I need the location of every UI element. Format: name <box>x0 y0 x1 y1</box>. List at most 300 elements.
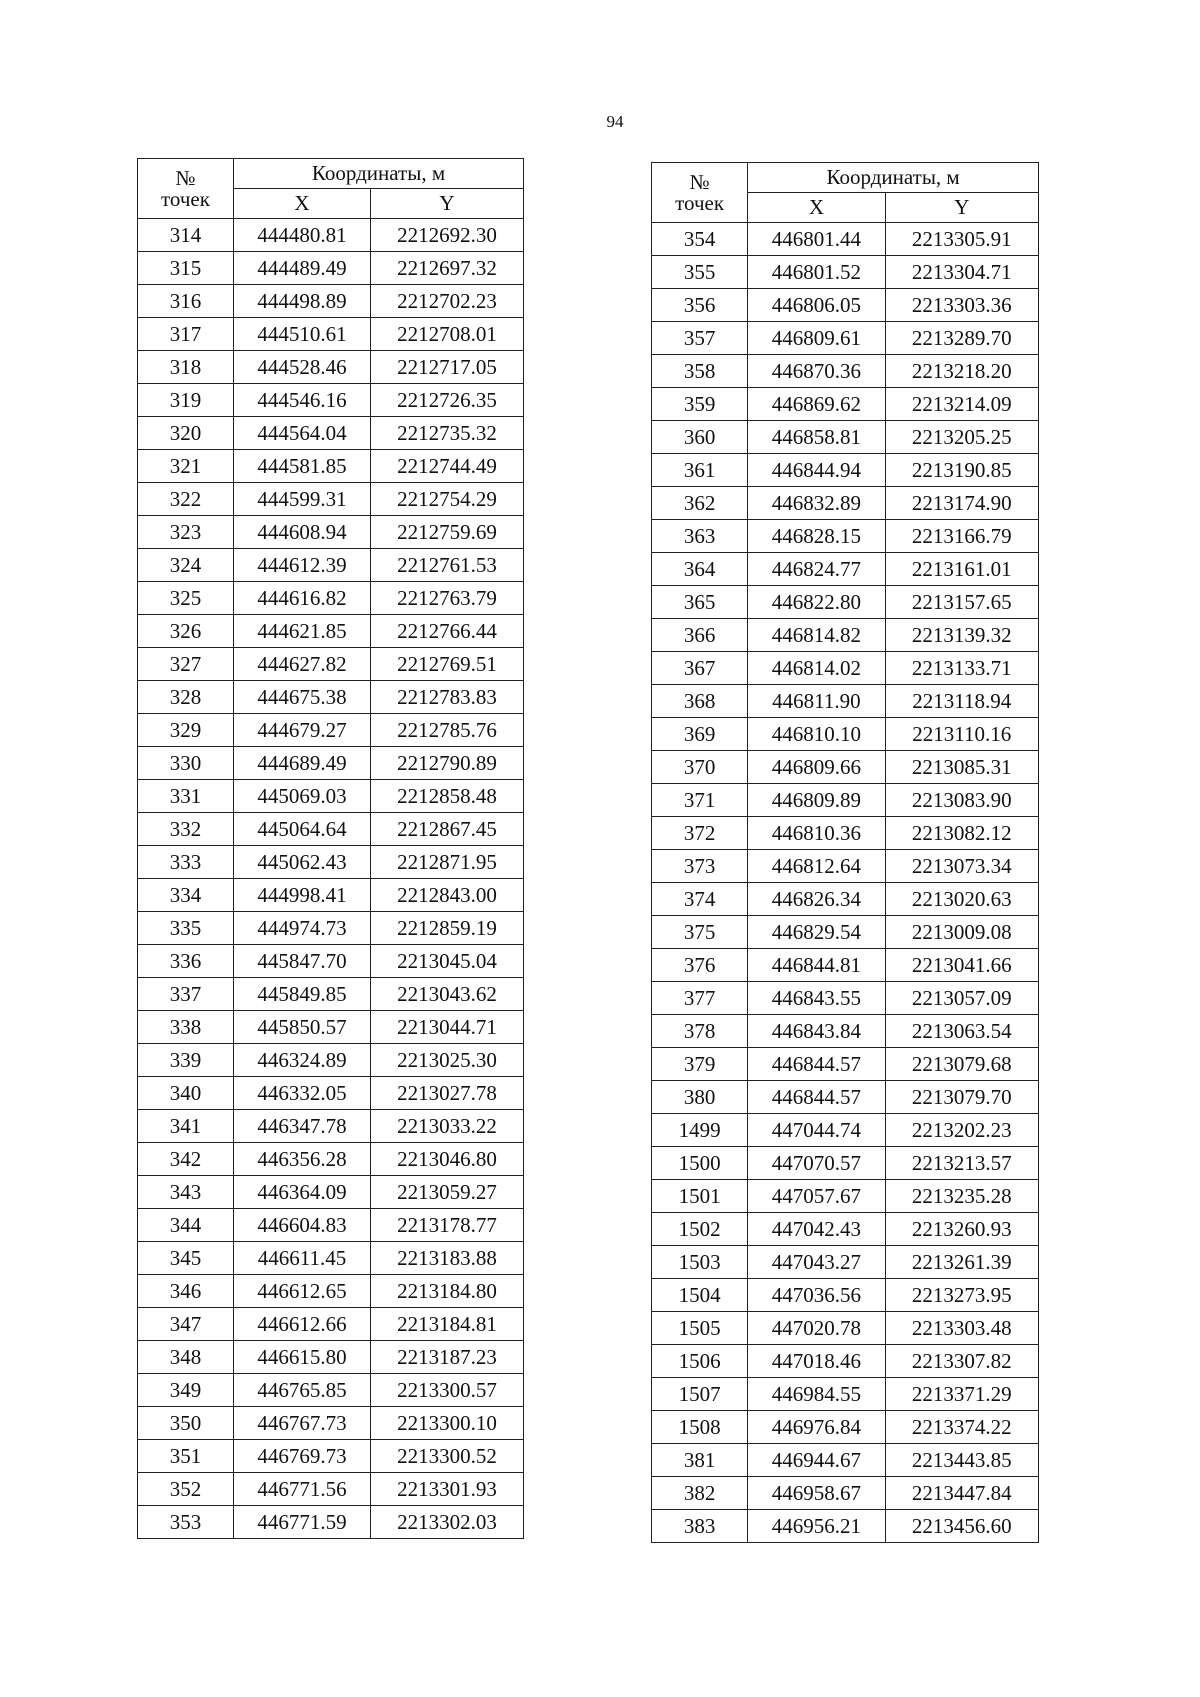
point-number-cell: 373 <box>652 850 748 883</box>
x-coordinate-cell: 446615.80 <box>234 1341 371 1374</box>
point-number-cell: 349 <box>138 1374 234 1407</box>
x-coordinate-cell: 446832.89 <box>748 487 885 520</box>
y-coordinate-cell: 2212717.05 <box>371 351 524 384</box>
point-number-cell: 363 <box>652 520 748 553</box>
table-row <box>652 289 1039 322</box>
y-coordinate-cell: 2213301.93 <box>371 1473 524 1506</box>
x-coordinate-cell: 446976.84 <box>748 1411 885 1444</box>
x-coordinate-cell: 447020.78 <box>748 1312 885 1345</box>
table-row <box>652 256 1039 289</box>
table-row <box>652 1048 1039 1081</box>
y-coordinate-cell: 2213059.27 <box>371 1176 524 1209</box>
table-row <box>138 483 524 516</box>
point-number-cell: 336 <box>138 945 234 978</box>
y-coordinate-cell: 2213456.60 <box>885 1510 1038 1543</box>
table-row <box>652 1378 1039 1411</box>
x-coordinate-cell: 445847.70 <box>234 945 371 978</box>
points-label: точек <box>161 186 210 211</box>
y-coordinate-cell: 2213183.88 <box>371 1242 524 1275</box>
table-row <box>652 949 1039 982</box>
point-number-cell: 378 <box>652 1015 748 1048</box>
y-coordinate-cell: 2212759.69 <box>371 516 524 549</box>
y-coordinate-cell: 2213303.36 <box>885 289 1038 322</box>
table-row <box>138 1143 524 1176</box>
y-coordinate-cell: 2213025.30 <box>371 1044 524 1077</box>
x-coordinate-cell: 446356.28 <box>234 1143 371 1176</box>
y-coordinate-cell: 2213184.80 <box>371 1275 524 1308</box>
coordinates-table-left <box>137 158 524 1539</box>
y-coordinate-cell: 2213044.71 <box>371 1011 524 1044</box>
table-row <box>138 1341 524 1374</box>
table-row <box>138 1473 524 1506</box>
y-coordinate-cell: 2213079.70 <box>885 1081 1038 1114</box>
y-coordinate-cell: 2213214.09 <box>885 388 1038 421</box>
point-number-cell: 1504 <box>652 1279 748 1312</box>
point-number-cell: 352 <box>138 1473 234 1506</box>
point-number-cell: 340 <box>138 1077 234 1110</box>
point-number-cell: 358 <box>652 355 748 388</box>
x-coordinate-cell: 444689.49 <box>234 747 371 780</box>
y-coordinate-cell: 2213085.31 <box>885 751 1038 784</box>
x-coordinate-cell: 446767.73 <box>234 1407 371 1440</box>
point-number-cell: 364 <box>652 553 748 586</box>
table-row <box>138 1275 524 1308</box>
x-coordinate-cell: 446814.82 <box>748 619 885 652</box>
y-coordinate-cell: 2212754.29 <box>371 483 524 516</box>
table-row <box>138 912 524 945</box>
point-number-cell: 325 <box>138 582 234 615</box>
point-number-cell: 319 <box>138 384 234 417</box>
y-coordinate-cell: 2213303.48 <box>885 1312 1038 1345</box>
point-number-cell: 354 <box>652 223 748 256</box>
x-header: X <box>748 193 885 223</box>
x-coordinate-cell: 445849.85 <box>234 978 371 1011</box>
x-coordinate-cell: 446801.52 <box>748 256 885 289</box>
y-coordinate-cell: 2213045.04 <box>371 945 524 978</box>
point-number-cell: 1503 <box>652 1246 748 1279</box>
table-row <box>652 1477 1039 1510</box>
table-row <box>652 1213 1039 1246</box>
y-coordinate-cell: 2213371.29 <box>885 1378 1038 1411</box>
point-number-cell: 329 <box>138 714 234 747</box>
table-row <box>652 982 1039 1015</box>
point-number-cell: 322 <box>138 483 234 516</box>
point-number-cell: 344 <box>138 1209 234 1242</box>
table-row <box>652 718 1039 751</box>
x-coordinate-cell: 446826.34 <box>748 883 885 916</box>
x-coordinate-cell: 447070.57 <box>748 1147 885 1180</box>
table-row <box>138 1440 524 1473</box>
x-coordinate-cell: 447042.43 <box>748 1213 885 1246</box>
point-number-cell: 357 <box>652 322 748 355</box>
x-coordinate-cell: 445062.43 <box>234 846 371 879</box>
table-row <box>138 648 524 681</box>
y-coordinate-cell: 2213046.80 <box>371 1143 524 1176</box>
point-number-cell: 1508 <box>652 1411 748 1444</box>
table-row <box>652 487 1039 520</box>
table-row <box>138 252 524 285</box>
table-row <box>652 916 1039 949</box>
point-number-cell: 333 <box>138 846 234 879</box>
y-coordinate-cell: 2212708.01 <box>371 318 524 351</box>
table-row <box>652 1444 1039 1477</box>
point-number-cell: 339 <box>138 1044 234 1077</box>
point-number-cell: 314 <box>138 219 234 252</box>
x-coordinate-cell: 446324.89 <box>234 1044 371 1077</box>
y-coordinate-cell: 2212697.32 <box>371 252 524 285</box>
point-number-cell: 327 <box>138 648 234 681</box>
x-coordinate-cell: 444998.41 <box>234 879 371 912</box>
table-row <box>652 322 1039 355</box>
y-coordinate-cell: 2212769.51 <box>371 648 524 681</box>
coordinates-header: Координаты, м <box>234 159 524 189</box>
table-row <box>138 813 524 846</box>
point-number-cell: 321 <box>138 450 234 483</box>
point-number-cell: 379 <box>652 1048 748 1081</box>
table-row <box>652 355 1039 388</box>
page-number: 94 <box>606 112 624 131</box>
y-coordinate-cell: 2213300.52 <box>371 1440 524 1473</box>
x-coordinate-cell: 446956.21 <box>748 1510 885 1543</box>
table-row <box>652 1312 1039 1345</box>
y-coordinate-cell: 2212735.32 <box>371 417 524 450</box>
y-coordinate-cell: 2213218.20 <box>885 355 1038 388</box>
point-number-cell: 1501 <box>652 1180 748 1213</box>
table-row <box>138 780 524 813</box>
point-number-cell: 337 <box>138 978 234 1011</box>
x-coordinate-cell: 446771.56 <box>234 1473 371 1506</box>
point-number-cell: 351 <box>138 1440 234 1473</box>
x-coordinate-cell: 444480.81 <box>234 219 371 252</box>
y-coordinate-cell: 2212843.00 <box>371 879 524 912</box>
y-coordinate-cell: 2213187.23 <box>371 1341 524 1374</box>
y-coordinate-cell: 2213261.39 <box>885 1246 1038 1279</box>
x-coordinate-cell: 447044.74 <box>748 1114 885 1147</box>
y-coordinate-cell: 2212744.49 <box>371 450 524 483</box>
x-coordinate-cell: 446858.81 <box>748 421 885 454</box>
x-coordinate-cell: 446812.64 <box>748 850 885 883</box>
point-number-cell: 382 <box>652 1477 748 1510</box>
y-coordinate-cell: 2213110.16 <box>885 718 1038 751</box>
y-coordinate-cell: 2213033.22 <box>371 1110 524 1143</box>
table-row <box>652 223 1039 256</box>
point-number-cell: 334 <box>138 879 234 912</box>
y-coordinate-cell: 2213083.90 <box>885 784 1038 817</box>
points-label: точек <box>675 190 725 215</box>
x-coordinate-cell: 445069.03 <box>234 780 371 813</box>
y-coordinate-cell: 2212858.48 <box>371 780 524 813</box>
number-sign: № <box>175 165 196 190</box>
table-row <box>138 1308 524 1341</box>
point-number-cell: 380 <box>652 1081 748 1114</box>
x-coordinate-cell: 444974.73 <box>234 912 371 945</box>
table-row <box>138 978 524 1011</box>
y-coordinate-cell: 2212871.95 <box>371 846 524 879</box>
table-row <box>652 1246 1039 1279</box>
y-coordinate-cell: 2213009.08 <box>885 916 1038 949</box>
x-coordinate-cell: 446843.84 <box>748 1015 885 1048</box>
x-coordinate-cell: 446809.89 <box>748 784 885 817</box>
y-coordinate-cell: 2212761.53 <box>371 549 524 582</box>
table-row <box>652 586 1039 619</box>
y-coordinate-cell: 2213174.90 <box>885 487 1038 520</box>
x-coordinate-cell: 446611.45 <box>234 1242 371 1275</box>
y-coordinate-cell: 2212766.44 <box>371 615 524 648</box>
x-coordinate-cell: 446771.59 <box>234 1506 371 1539</box>
x-coordinate-cell: 446811.90 <box>748 685 885 718</box>
y-coordinate-cell: 2212726.35 <box>371 384 524 417</box>
x-coordinate-cell: 447043.27 <box>748 1246 885 1279</box>
table-row <box>652 751 1039 784</box>
point-number-cell: 381 <box>652 1444 748 1477</box>
point-number-cell: 347 <box>138 1308 234 1341</box>
x-coordinate-cell: 446958.67 <box>748 1477 885 1510</box>
point-number-cell: 346 <box>138 1275 234 1308</box>
table-row <box>652 883 1039 916</box>
table-row <box>652 1510 1039 1543</box>
x-coordinate-cell: 446844.81 <box>748 949 885 982</box>
coordinates-header: Координаты, м <box>748 163 1039 193</box>
y-coordinate-cell: 2213118.94 <box>885 685 1038 718</box>
table-row <box>652 421 1039 454</box>
x-coordinate-cell: 446824.77 <box>748 553 885 586</box>
y-coordinate-cell: 2212859.19 <box>371 912 524 945</box>
point-number-cell: 368 <box>652 685 748 718</box>
point-number-cell: 1502 <box>652 1213 748 1246</box>
y-coordinate-cell: 2213073.34 <box>885 850 1038 883</box>
table-row <box>138 384 524 417</box>
x-coordinate-cell: 446612.65 <box>234 1275 371 1308</box>
y-coordinate-cell: 2213374.22 <box>885 1411 1038 1444</box>
point-number-cell: 359 <box>652 388 748 421</box>
x-coordinate-cell: 446984.55 <box>748 1378 885 1411</box>
point-number-cell: 355 <box>652 256 748 289</box>
table-row <box>138 417 524 450</box>
y-coordinate-cell: 2212867.45 <box>371 813 524 846</box>
y-coordinate-cell: 2213289.70 <box>885 322 1038 355</box>
point-number-cell: 326 <box>138 615 234 648</box>
y-coordinate-cell: 2213041.66 <box>885 949 1038 982</box>
y-header: Y <box>885 193 1038 223</box>
point-number-cell: 323 <box>138 516 234 549</box>
x-coordinate-cell: 444679.27 <box>234 714 371 747</box>
point-number-cell: 367 <box>652 652 748 685</box>
table-row <box>138 516 524 549</box>
y-coordinate-cell: 2213447.84 <box>885 1477 1038 1510</box>
table-row <box>652 1279 1039 1312</box>
x-coordinate-cell: 444581.85 <box>234 450 371 483</box>
x-coordinate-cell: 447057.67 <box>748 1180 885 1213</box>
x-coordinate-cell: 446806.05 <box>748 289 885 322</box>
y-coordinate-cell: 2213166.79 <box>885 520 1038 553</box>
table-row <box>138 549 524 582</box>
table-row <box>138 1374 524 1407</box>
point-number-cell: 370 <box>652 751 748 784</box>
y-coordinate-cell: 2213235.28 <box>885 1180 1038 1213</box>
y-coordinate-cell: 2213307.82 <box>885 1345 1038 1378</box>
table-row <box>652 784 1039 817</box>
y-coordinate-cell: 2213205.25 <box>885 421 1038 454</box>
point-number-cell: 324 <box>138 549 234 582</box>
y-coordinate-cell: 2213300.10 <box>371 1407 524 1440</box>
x-coordinate-cell: 444489.49 <box>234 252 371 285</box>
point-number-cell: 1505 <box>652 1312 748 1345</box>
y-coordinate-cell: 2213139.32 <box>885 619 1038 652</box>
y-coordinate-cell: 2213305.91 <box>885 223 1038 256</box>
point-number-cell: 362 <box>652 487 748 520</box>
table-body-right <box>652 223 1039 1543</box>
point-number-cell: 318 <box>138 351 234 384</box>
point-number-cell: 330 <box>138 747 234 780</box>
y-coordinate-cell: 2213043.62 <box>371 978 524 1011</box>
y-coordinate-cell: 2213202.23 <box>885 1114 1038 1147</box>
x-coordinate-cell: 446332.05 <box>234 1077 371 1110</box>
table-row <box>652 685 1039 718</box>
table-row <box>138 1506 524 1539</box>
point-number-cell: 316 <box>138 285 234 318</box>
x-coordinate-cell: 444564.04 <box>234 417 371 450</box>
table-row <box>652 1345 1039 1378</box>
point-number-cell: 335 <box>138 912 234 945</box>
y-coordinate-cell: 2212763.79 <box>371 582 524 615</box>
point-number-cell: 343 <box>138 1176 234 1209</box>
point-number-cell: 338 <box>138 1011 234 1044</box>
table-row <box>138 1011 524 1044</box>
point-number-cell: 320 <box>138 417 234 450</box>
table-row <box>652 388 1039 421</box>
point-number-cell: 353 <box>138 1506 234 1539</box>
x-header: X <box>234 189 371 219</box>
point-number-header <box>138 159 234 219</box>
point-number-cell: 356 <box>652 289 748 322</box>
table-row <box>138 681 524 714</box>
x-coordinate-cell: 444612.39 <box>234 549 371 582</box>
y-coordinate-cell: 2213260.93 <box>885 1213 1038 1246</box>
point-number-cell: 360 <box>652 421 748 454</box>
table-row <box>138 351 524 384</box>
table-row <box>652 850 1039 883</box>
table-row <box>652 454 1039 487</box>
x-coordinate-cell: 446844.57 <box>748 1048 885 1081</box>
point-number-cell: 345 <box>138 1242 234 1275</box>
x-coordinate-cell: 447036.56 <box>748 1279 885 1312</box>
x-coordinate-cell: 444498.89 <box>234 285 371 318</box>
point-number-cell: 350 <box>138 1407 234 1440</box>
table-row <box>138 285 524 318</box>
table-row <box>138 450 524 483</box>
table-row <box>138 879 524 912</box>
x-coordinate-cell: 446828.15 <box>748 520 885 553</box>
point-number-cell: 371 <box>652 784 748 817</box>
point-number-cell: 365 <box>652 586 748 619</box>
point-number-cell: 341 <box>138 1110 234 1143</box>
x-coordinate-cell: 447018.46 <box>748 1345 885 1378</box>
table-row <box>138 1242 524 1275</box>
table-row <box>652 1180 1039 1213</box>
coordinates-table-right <box>651 162 1039 1543</box>
x-coordinate-cell: 446869.62 <box>748 388 885 421</box>
point-number-cell: 374 <box>652 883 748 916</box>
x-coordinate-cell: 446765.85 <box>234 1374 371 1407</box>
table-row <box>652 1114 1039 1147</box>
y-coordinate-cell: 2212790.89 <box>371 747 524 780</box>
table-row <box>652 1015 1039 1048</box>
x-coordinate-cell: 446843.55 <box>748 982 885 1015</box>
y-coordinate-cell: 2213273.95 <box>885 1279 1038 1312</box>
x-coordinate-cell: 446364.09 <box>234 1176 371 1209</box>
point-number-cell: 375 <box>652 916 748 949</box>
y-coordinate-cell: 2212785.76 <box>371 714 524 747</box>
x-coordinate-cell: 444675.38 <box>234 681 371 714</box>
point-number-cell: 372 <box>652 817 748 850</box>
y-coordinate-cell: 2213184.81 <box>371 1308 524 1341</box>
x-coordinate-cell: 444528.46 <box>234 351 371 384</box>
y-coordinate-cell: 2213057.09 <box>885 982 1038 1015</box>
point-number-header <box>652 163 748 223</box>
point-number-cell: 315 <box>138 252 234 285</box>
table-row <box>138 582 524 615</box>
x-coordinate-cell: 446809.66 <box>748 751 885 784</box>
x-coordinate-cell: 446829.54 <box>748 916 885 949</box>
point-number-cell: 377 <box>652 982 748 1015</box>
table-row <box>652 553 1039 586</box>
y-coordinate-cell: 2213178.77 <box>371 1209 524 1242</box>
table-row <box>652 1081 1039 1114</box>
table-row <box>138 1077 524 1110</box>
x-coordinate-cell: 446822.80 <box>748 586 885 619</box>
x-coordinate-cell: 444608.94 <box>234 516 371 549</box>
point-number-cell: 1499 <box>652 1114 748 1147</box>
x-coordinate-cell: 444621.85 <box>234 615 371 648</box>
x-coordinate-cell: 444627.82 <box>234 648 371 681</box>
x-coordinate-cell: 446870.36 <box>748 355 885 388</box>
x-coordinate-cell: 446347.78 <box>234 1110 371 1143</box>
table-row <box>652 1411 1039 1444</box>
table-body-left <box>138 219 524 1539</box>
y-coordinate-cell: 2213304.71 <box>885 256 1038 289</box>
y-coordinate-cell: 2213161.01 <box>885 553 1038 586</box>
point-number-cell: 331 <box>138 780 234 813</box>
y-coordinate-cell: 2213302.03 <box>371 1506 524 1539</box>
table-row <box>652 619 1039 652</box>
point-number-cell: 1507 <box>652 1378 748 1411</box>
point-number-cell: 342 <box>138 1143 234 1176</box>
x-coordinate-cell: 445064.64 <box>234 813 371 846</box>
table-row <box>138 945 524 978</box>
table-row <box>138 1044 524 1077</box>
x-coordinate-cell: 446810.36 <box>748 817 885 850</box>
y-header: Y <box>371 189 524 219</box>
x-coordinate-cell: 445850.57 <box>234 1011 371 1044</box>
y-coordinate-cell: 2213133.71 <box>885 652 1038 685</box>
point-number-cell: 1500 <box>652 1147 748 1180</box>
point-number-cell: 317 <box>138 318 234 351</box>
table-row <box>138 1110 524 1143</box>
point-number-cell: 383 <box>652 1510 748 1543</box>
point-number-cell: 369 <box>652 718 748 751</box>
table-row <box>138 747 524 780</box>
point-number-cell: 1506 <box>652 1345 748 1378</box>
table-row <box>138 615 524 648</box>
x-coordinate-cell: 446801.44 <box>748 223 885 256</box>
y-coordinate-cell: 2213020.63 <box>885 883 1038 916</box>
table-row <box>138 318 524 351</box>
x-coordinate-cell: 446844.57 <box>748 1081 885 1114</box>
y-coordinate-cell: 2213190.85 <box>885 454 1038 487</box>
table-row <box>138 714 524 747</box>
x-coordinate-cell: 446604.83 <box>234 1209 371 1242</box>
point-number-cell: 332 <box>138 813 234 846</box>
